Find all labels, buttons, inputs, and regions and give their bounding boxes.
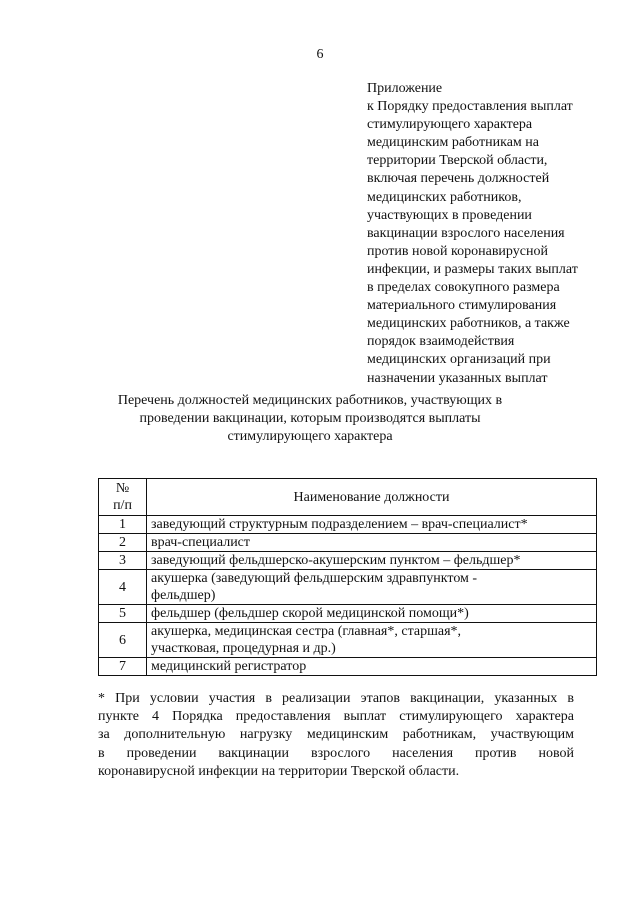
row-number: 1	[99, 516, 147, 534]
appendix-header	[367, 80, 632, 388]
row-number: 5	[99, 605, 147, 623]
footnote-line: за дополнительную нагрузку медицинским работникам, участвующим	[98, 727, 574, 743]
row-position-name	[147, 623, 597, 658]
table-row	[99, 552, 597, 570]
appendix-line: медицинских организаций при	[367, 352, 551, 368]
row-position-name: заведующий структурным подразделением – врач-специалист*	[147, 516, 597, 534]
appendix-line: включая перечень должностей	[367, 171, 550, 187]
appendix-line: инфекции, и размеры таких выплат	[367, 261, 578, 277]
table-row	[99, 658, 597, 676]
row-number: 3	[99, 552, 147, 570]
footnote-line: в проведении вакцинации взрослого населения против новой	[98, 745, 574, 761]
row-position-name: врач-специалист	[147, 534, 597, 552]
header-number-cell	[99, 479, 147, 516]
row-position-name-line: участковая, процедурная и др.)	[151, 641, 336, 656]
header-number-sign: №	[115, 481, 130, 496]
appendix-line: против новой коронавирусной	[367, 243, 548, 259]
row-number: 7	[99, 658, 147, 676]
appendix-line: материального стимулирования	[367, 298, 557, 314]
appendix-line: стимулирующего характера	[367, 117, 533, 133]
appendix-line: порядок взаимодействия	[367, 334, 515, 350]
header-number-label: п/п	[113, 498, 132, 513]
row-number: 6	[99, 623, 147, 658]
appendix-line: медицинским работникам на	[367, 135, 539, 151]
appendix-line: к Порядку предоставления выплат	[367, 99, 573, 115]
appendix-line: медицинских работников, а также	[367, 316, 570, 332]
header-position-name: Наименование должности	[147, 479, 597, 516]
appendix-line: в пределах совокупного размера	[367, 280, 560, 296]
appendix-line: медицинских работников,	[367, 189, 522, 205]
table-row	[99, 605, 597, 623]
list-title-line: стимулирующего характера	[227, 429, 393, 444]
footnote	[98, 690, 574, 781]
row-position-name-line: акушерка (заведующий фельдшерским здравпунктом -	[151, 571, 478, 586]
row-position-name: заведующий фельдшерско-акушерским пунктом – фельдшер*	[147, 552, 597, 570]
row-number: 4	[99, 570, 147, 605]
footnote-line: коронавирусной инфекции на территории Тверской области.	[98, 763, 460, 779]
appendix-line: вакцинации взрослого населения	[367, 225, 565, 241]
list-title	[60, 392, 560, 446]
row-position-name: медицинский регистратор	[147, 658, 597, 676]
table-header-row	[99, 479, 597, 516]
table-row	[99, 534, 597, 552]
row-position-name	[147, 570, 597, 605]
row-position-name-line: фельдшер)	[151, 588, 216, 603]
row-number: 2	[99, 534, 147, 552]
appendix-line: участвующих в проведении	[367, 207, 532, 223]
appendix-line: территории Тверской области,	[367, 153, 548, 169]
appendix-line: Приложение	[367, 81, 443, 96]
list-title-line: проведении вакцинации, которым производятся выплаты	[139, 411, 481, 426]
table-row	[99, 516, 597, 534]
table-row	[99, 570, 597, 605]
positions-table	[98, 478, 597, 676]
appendix-line: назначении указанных выплат	[367, 370, 548, 386]
list-title-line: Перечень должностей медицинских работников, участвующих в	[117, 393, 503, 408]
table-row	[99, 623, 597, 658]
page-number: 6	[316, 47, 324, 62]
footnote-line: пункте 4 Порядка предоставления выплат стимулирующего характера	[98, 709, 574, 725]
row-position-name-line: акушерка, медицинская сестра (главная*, старшая*,	[151, 624, 462, 639]
footnote-line: * При условии участия в реализации этапов вакцинации, указанных в	[98, 691, 574, 706]
row-position-name: фельдшер (фельдшер скорой медицинской помощи*)	[147, 605, 597, 623]
